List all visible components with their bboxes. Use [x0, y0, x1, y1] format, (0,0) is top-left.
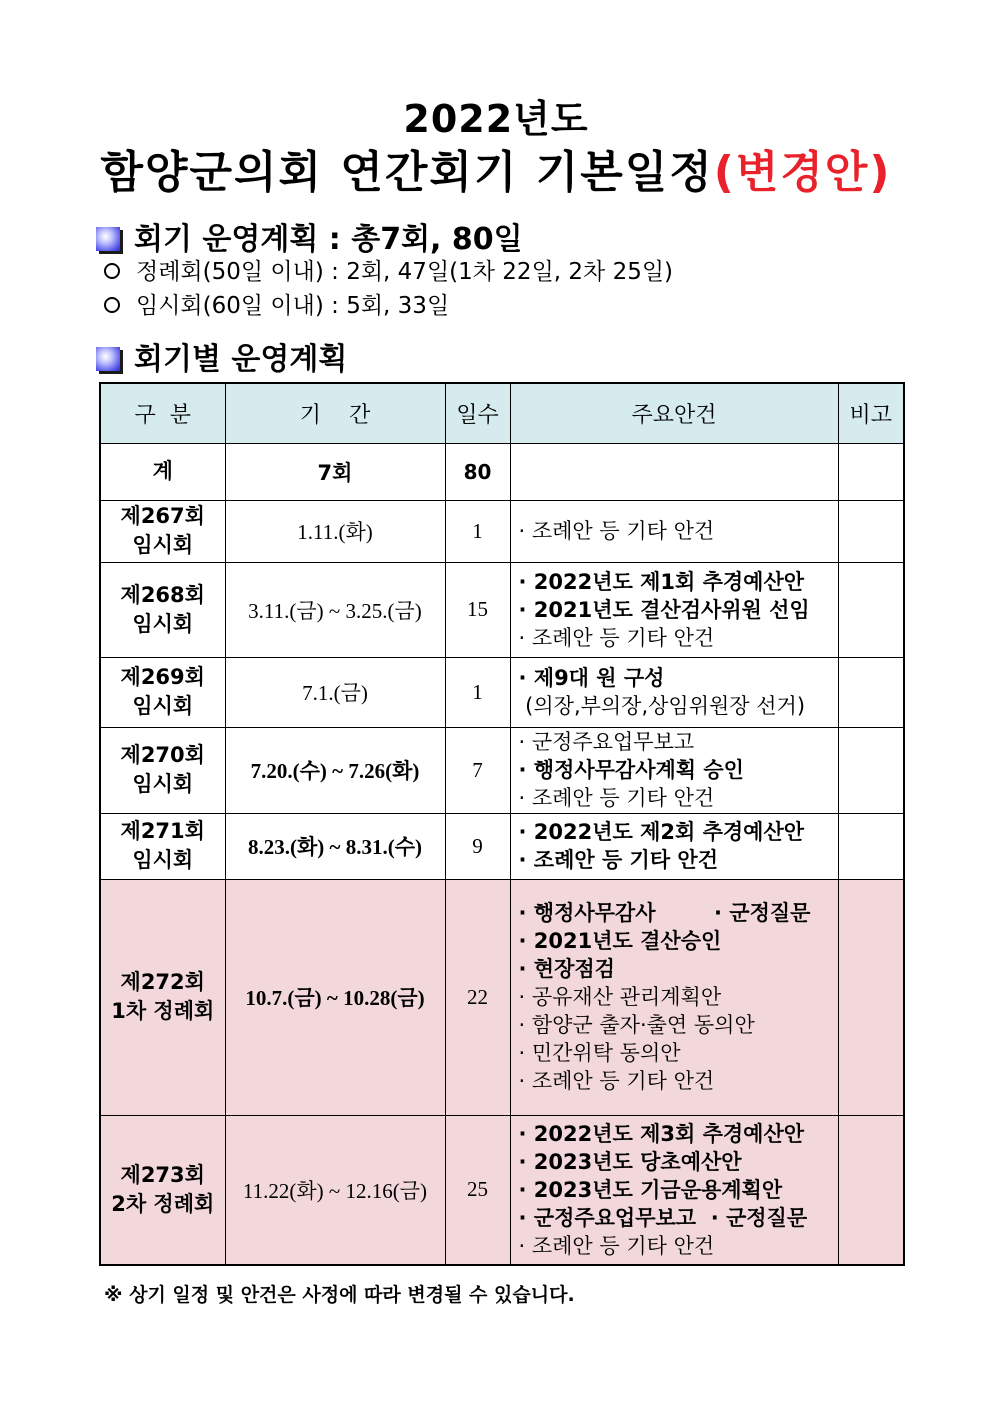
- table-row: [100, 500, 904, 562]
- session-note: [838, 813, 904, 879]
- session-period: 10.7.(금) ~ 10.28(금): [225, 879, 445, 1115]
- session-days: 9: [445, 813, 510, 879]
- title-draft-mark: (변경안): [713, 147, 892, 198]
- session-label: [100, 879, 225, 1115]
- session-number: 제267회: [120, 504, 205, 528]
- bullet-regular-session: [104, 253, 673, 286]
- session-note: [838, 879, 904, 1115]
- session-days: 7: [445, 727, 510, 813]
- agenda-item: · 2022년도 제1회 추경예산안: [518, 569, 805, 594]
- session-note: [838, 1115, 904, 1265]
- header-days: 일수: [445, 383, 510, 443]
- agenda-item: (의장,부의장,상임위원장 선거): [518, 694, 806, 718]
- session-type: 임시회: [132, 848, 194, 872]
- session-type: 1차 정례회: [111, 999, 215, 1023]
- session-period: 7.1.(금): [225, 657, 445, 727]
- agenda-item: · 조례안 등 기타 안건: [518, 1233, 715, 1258]
- session-agenda: [510, 727, 838, 813]
- header-agenda: 주요안건: [510, 383, 838, 443]
- agenda-item: · 공유재산 관리계획안: [518, 985, 722, 1009]
- session-type: 임시회: [132, 694, 194, 718]
- session-note: [838, 562, 904, 657]
- document-title: [0, 136, 992, 200]
- table-total-row: [100, 443, 904, 500]
- session-days: 1: [445, 657, 510, 727]
- session-period: 3.11.(금) ~ 3.25.(금): [225, 562, 445, 657]
- session-days: 15: [445, 562, 510, 657]
- agenda-item: · 행정사무감사계획 승인: [518, 758, 744, 782]
- agenda-item: · 군정주요업무보고 · 군정질문: [518, 1205, 808, 1230]
- session-plan-table: [99, 382, 905, 1266]
- table-row: [100, 727, 904, 813]
- agenda-item: · 조례안 등 기타 안건: [518, 786, 715, 810]
- agenda-item: · 2022년도 제3회 추경예산안: [518, 1121, 805, 1146]
- bullet-extra-session: [104, 287, 449, 320]
- session-label: [100, 1115, 225, 1265]
- total-agenda: [510, 443, 838, 500]
- session-period: 1.11.(화): [225, 500, 445, 562]
- session-label: [100, 562, 225, 657]
- title-main-text: 함양군의회 연간회기 기본일정: [100, 147, 714, 198]
- table-row: [100, 562, 904, 657]
- agenda-item: · 민간위탁 동의안: [518, 1041, 681, 1065]
- section-session-plan: [96, 334, 347, 378]
- session-period: 7.20.(수) ~ 7.26(화): [225, 727, 445, 813]
- session-number: 제271회: [120, 819, 205, 843]
- session-note: [838, 500, 904, 562]
- session-note: [838, 657, 904, 727]
- agenda-item: · 조례안 등 기타 안건: [518, 625, 715, 650]
- square-bullet-icon: [96, 227, 120, 251]
- session-days: 22: [445, 879, 510, 1115]
- session-agenda: [510, 1115, 838, 1265]
- footnote: ※ 상기 일정 및 안건은 사정에 따라 변경될 수 있습니다.: [104, 1284, 575, 1306]
- session-number: 제269회: [120, 665, 205, 689]
- session-number: 제273회: [120, 1162, 205, 1187]
- session-period: 8.23.(화) ~ 8.31.(수): [225, 813, 445, 879]
- session-agenda: [510, 657, 838, 727]
- bullet-regular-text: 정례회(50일 이내) : 2회, 47일(1차 22일, 2차 25일): [136, 259, 674, 285]
- agenda-item: · 군정주요업무보고: [518, 730, 695, 754]
- agenda-item: · 조례안 등 기타 안건: [518, 848, 719, 872]
- square-bullet-icon: [96, 347, 120, 371]
- agenda-item: · 2021년도 결산검사위원 선임: [518, 597, 810, 622]
- session-agenda: [510, 879, 838, 1115]
- table-row: [100, 813, 904, 879]
- session-type: 임시회: [132, 611, 194, 636]
- agenda-item: · 행정사무감사 · 군정질문: [518, 901, 811, 925]
- session-period: 11.22(화) ~ 12.16(금): [225, 1115, 445, 1265]
- circle-bullet-icon: [104, 297, 120, 313]
- section-session-heading: 회기별 운영계획: [134, 342, 348, 377]
- document-year: 2022년도: [403, 97, 589, 141]
- table-row: [100, 879, 904, 1115]
- session-number: 제270회: [120, 743, 205, 767]
- total-period: 7회: [225, 443, 445, 500]
- section-operation-heading: 회기 운영계획 : 총7회, 80일: [134, 222, 523, 257]
- session-label: [100, 657, 225, 727]
- agenda-item: · 현장점검: [518, 957, 615, 981]
- section-operation-plan: [96, 214, 523, 258]
- total-gubun: 계: [100, 443, 225, 500]
- table-header-row: [100, 383, 904, 443]
- header-gubun: 구 분: [100, 383, 225, 443]
- session-type: 임시회: [132, 772, 194, 796]
- bullet-extra-text: 임시회(60일 이내) : 5회, 33일: [136, 293, 450, 319]
- session-label: [100, 500, 225, 562]
- agenda-item: · 조례안 등 기타 안건: [518, 1069, 715, 1093]
- session-type: 2차 정례회: [111, 1191, 215, 1216]
- agenda-item: · 2021년도 결산승인: [518, 929, 722, 953]
- session-note: [838, 727, 904, 813]
- agenda-item: · 제9대 원 구성: [518, 666, 665, 690]
- session-label: [100, 813, 225, 879]
- total-note: [838, 443, 904, 500]
- agenda-item: · 2023년도 기금운용계획안: [518, 1177, 783, 1202]
- session-agenda: [510, 562, 838, 657]
- circle-bullet-icon: [104, 263, 120, 279]
- session-days: 1: [445, 500, 510, 562]
- session-number: 제272회: [120, 970, 205, 994]
- session-number: 제268회: [120, 582, 205, 607]
- session-label: [100, 727, 225, 813]
- agenda-item: · 함양군 출자·출연 동의안: [518, 1013, 755, 1037]
- agenda-item: · 2022년도 제2회 추경예산안: [518, 820, 805, 844]
- agenda-item: · 2023년도 당초예산안: [518, 1149, 742, 1174]
- header-period: 기 간: [225, 383, 445, 443]
- header-note: 비고: [838, 383, 904, 443]
- table-row: [100, 1115, 904, 1265]
- session-days: 25: [445, 1115, 510, 1265]
- session-type: 임시회: [132, 533, 194, 557]
- session-agenda: [510, 500, 838, 562]
- table-row: [100, 657, 904, 727]
- session-agenda: [510, 813, 838, 879]
- agenda-item: · 조례안 등 기타 안건: [518, 519, 715, 543]
- total-days: 80: [445, 443, 510, 500]
